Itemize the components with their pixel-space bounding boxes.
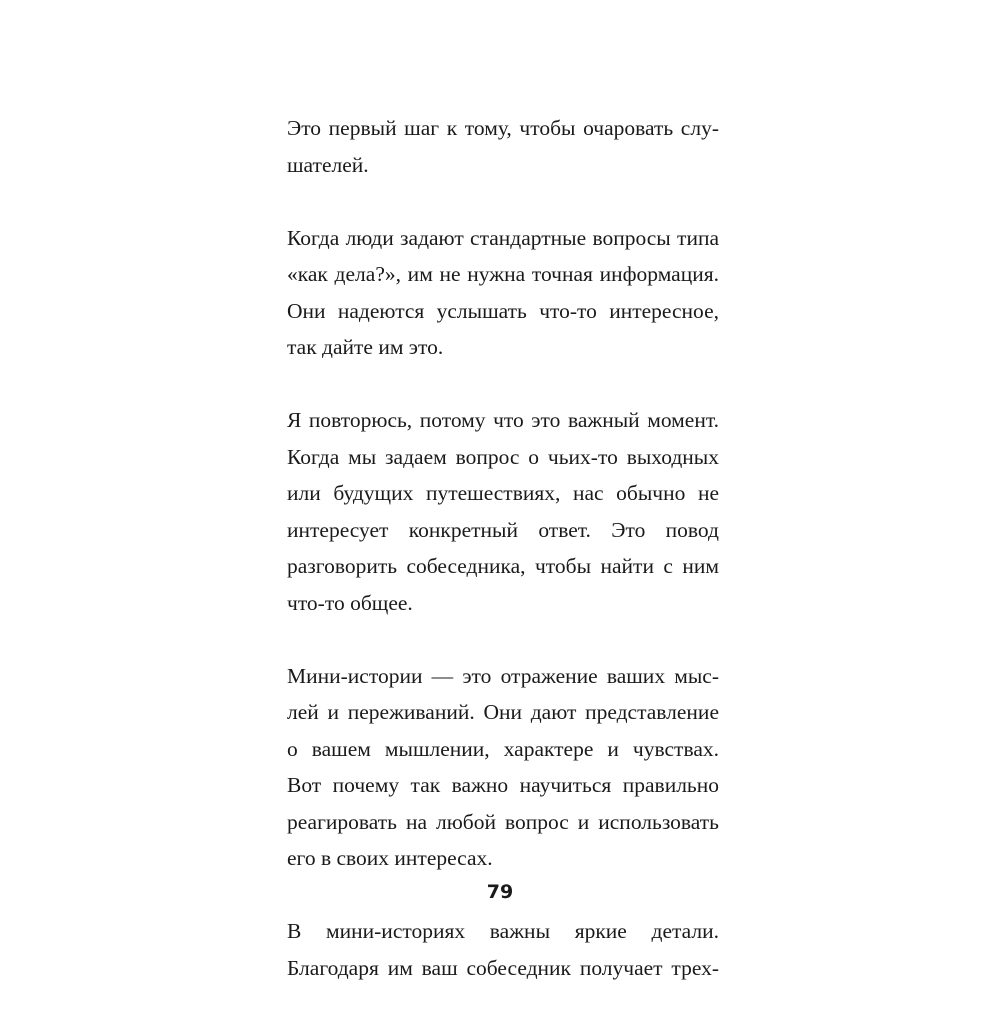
text-line: Вот почему так важно научиться правильно	[287, 773, 719, 797]
text-line: реагировать на любой вопрос и использовать	[287, 809, 719, 834]
text-line: Это первый шаг к тому, чтобы очаровать слу-	[287, 116, 719, 140]
text-line: шателей.	[287, 152, 369, 177]
text-line: или будущих путешествиях, нас обычно не	[287, 481, 719, 505]
text-line: интересует конкретный ответ. Это повод	[287, 517, 719, 542]
text-line: В мини-историях важны яркие детали.	[287, 919, 719, 943]
paragraph	[287, 913, 719, 986]
text-line: разговорить собеседника, чтобы найти с ним	[287, 554, 719, 578]
text-line: Когда люди задают стандартные вопросы типа	[287, 225, 719, 250]
page-number: 79	[486, 881, 514, 903]
paragraph	[287, 658, 719, 877]
text-line: Мини-истории — это отражение ваших мыс-	[287, 663, 719, 688]
text-line: его в своих интересах.	[287, 846, 493, 870]
paragraph	[287, 110, 719, 183]
text-line: так дайте им это.	[287, 335, 444, 359]
text-line: что-то общее.	[287, 590, 413, 615]
text-line: Благодаря им ваш собеседник получает трех-	[287, 955, 719, 980]
text-line: Когда мы задаем вопрос о чьих-то выходных	[287, 444, 719, 469]
text-line: Я повторюсь, потому что это важный момент.	[287, 408, 719, 432]
paragraph	[287, 402, 719, 621]
text-line: лей и переживаний. Они дают представление	[287, 700, 719, 724]
text-line: о вашем мышлении, характере и чувствах.	[287, 736, 719, 761]
text-line: «как дела?», им не нужна точная информация.	[287, 262, 719, 286]
text-line: Они надеются услышать что-то интересное,	[287, 298, 719, 323]
paragraph	[287, 220, 719, 366]
